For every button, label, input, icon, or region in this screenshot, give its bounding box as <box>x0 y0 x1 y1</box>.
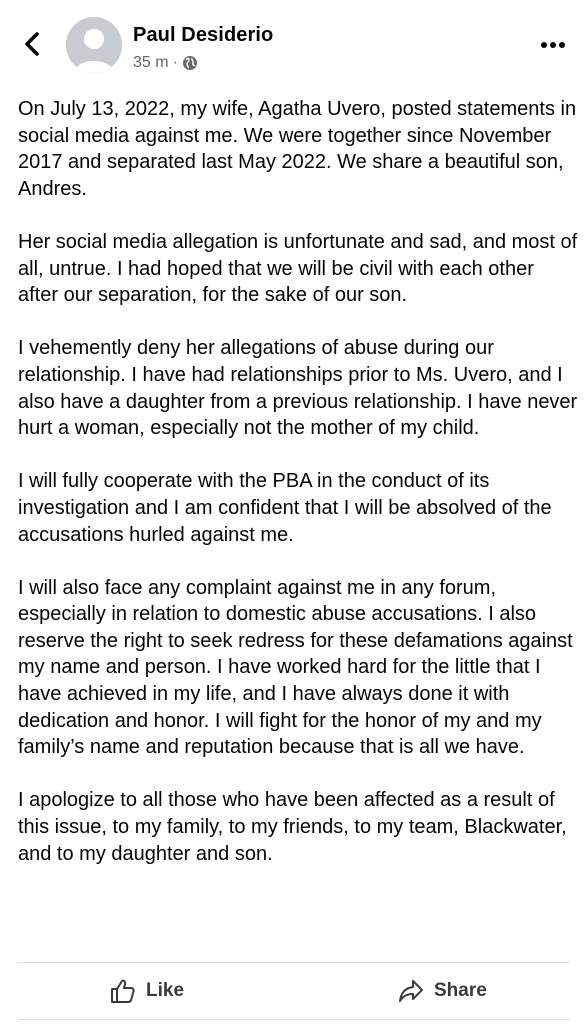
more-horizontal-icon <box>540 41 566 49</box>
share-arrow-icon <box>398 979 424 1003</box>
like-label: Like <box>146 980 185 1001</box>
post-paragraph: I vehemently deny her allegations of abuse during our relationship. I have had relationships prior to Ms. Uvero, and I also have a daughter from a previous relationship. I have never hurt a woman, especially not the mother of my child. <box>18 337 578 440</box>
author-name[interactable]: Paul Desiderio <box>133 24 274 46</box>
post-header <box>0 0 588 90</box>
post-time[interactable]: 35 m <box>133 54 169 71</box>
post-paragraph: Her social media allegation is unfortunate and sad, and most of all, untrue. I had hoped that we will be civil with each other after our separation, for the sake of our son. <box>18 230 578 307</box>
thumbs-up-icon <box>110 978 136 1004</box>
meta-separator: · <box>172 54 178 71</box>
post-body <box>18 96 578 894</box>
like-button[interactable] <box>110 965 184 1017</box>
actions-divider-bottom <box>18 1019 570 1020</box>
share-button[interactable] <box>398 965 487 1017</box>
post-paragraph: I apologize to all those who have been affected as a result of this issue, to my family, to my friends, to my team, Blackwater, and to my daughter and son. <box>18 789 567 865</box>
more-options-button[interactable] <box>536 30 570 60</box>
share-label: Share <box>434 980 487 1001</box>
chevron-left-icon <box>23 31 41 57</box>
post-paragraph: On July 13, 2022, my wife, Agatha Uvero, posted statements in social media against me. We were together since November 2017 and separated last May 2022. We share a beautiful son, Andres. <box>18 98 577 200</box>
post-paragraph: I will also face any complaint against me in any forum, especially in relation to domestic abuse accusations. I also reserve the right to seek redress for these defamations against my name and person. I have worked hard for the little that I have achieved in my life, and I have always done it with dedication and honor. I will fight for the honor of my and my family’s name and reputation because that is all we have. <box>18 576 573 759</box>
post-paragraph: I will fully cooperate with the PBA in the conduct of its investigation and I am confident that I will be absolved of the accusations hurled against me. <box>18 470 552 546</box>
post-actions <box>0 965 588 1017</box>
globe-icon <box>182 55 198 71</box>
back-button[interactable] <box>14 22 50 66</box>
default-avatar-icon <box>66 17 122 73</box>
avatar[interactable] <box>66 17 122 73</box>
post-meta <box>133 54 198 72</box>
actions-divider-top <box>18 962 570 963</box>
